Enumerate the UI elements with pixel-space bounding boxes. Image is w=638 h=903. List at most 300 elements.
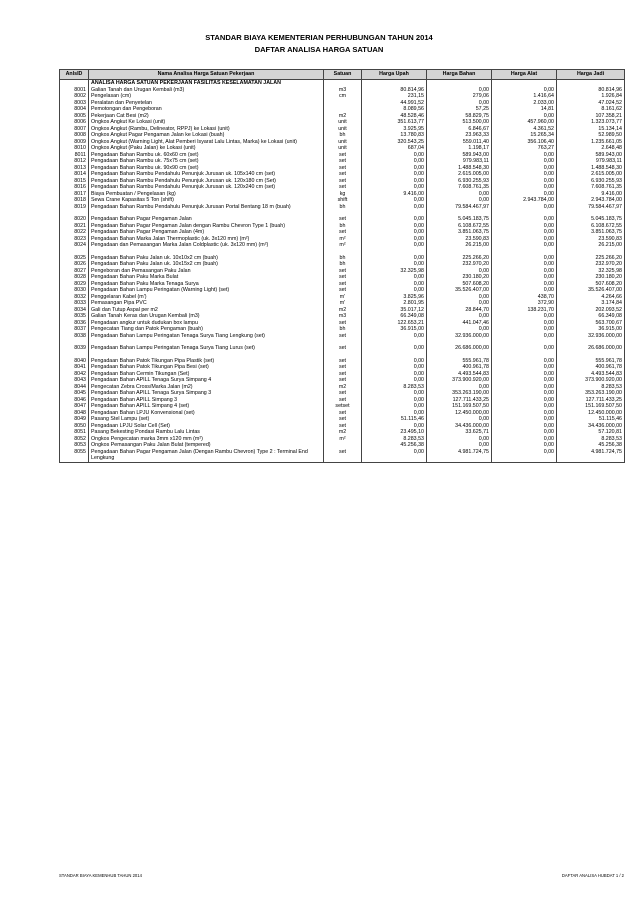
cell-anlsid: 8027 xyxy=(60,268,89,275)
cell-material-price xyxy=(427,80,492,87)
cell-tool-price: 0,00 xyxy=(492,255,557,262)
cell-labor-price: 0,00 xyxy=(362,242,427,249)
cell-total-price: 4.981.724,75 xyxy=(557,449,625,463)
cell-name: Ongkos Pengecatan marka 3mm x120 mm (m²) xyxy=(89,436,324,443)
cell-labor-price: 0,00 xyxy=(362,377,427,384)
cell-labor-price: 0,00 xyxy=(362,229,427,236)
cell-total-price: 4.493.544,83 xyxy=(557,371,625,378)
cell-tool-price: 0,00 xyxy=(492,229,557,236)
cell-anlsid: 8025 xyxy=(60,255,89,262)
cell-material-price: 23.963,33 xyxy=(427,132,492,139)
cell-total-price: 12.450.000,00 xyxy=(557,410,625,417)
cell-total-price: 127.711.433,25 xyxy=(557,397,625,404)
cell-material-price: 0,00 xyxy=(427,294,492,301)
cell-unit: set xyxy=(324,287,362,294)
cell-anlsid: 8015 xyxy=(60,178,89,185)
cell-material-price: 0,00 xyxy=(427,326,492,333)
cell-tool-price: 0,00 xyxy=(492,171,557,178)
cell-name: Ongkos Angkut (Paku Jalan) ke Lokasi (unit) xyxy=(89,145,324,152)
cell-total-price: 589.943,00 xyxy=(557,152,625,159)
cell-labor-price: 0,00 xyxy=(362,255,427,262)
cell-unit: set xyxy=(324,178,362,185)
cell-labor-price: 0,00 xyxy=(362,274,427,281)
cell-tool-price: 0,00 xyxy=(492,377,557,384)
table-row xyxy=(60,132,625,139)
cell-labor-price: 45.256,38 xyxy=(362,442,427,449)
cell-unit: cm xyxy=(324,93,362,100)
cell-name: Pengadaan Bahan APILL Tenaga Surya Simpang 4 xyxy=(89,377,324,384)
cell-material-price: 1.198,17 xyxy=(427,145,492,152)
header-material-price: Harga Bahan xyxy=(427,70,492,80)
cell-labor-price: 0,00 xyxy=(362,184,427,191)
cell-tool-price: 0,00 xyxy=(492,423,557,430)
cell-tool-price: 0,00 xyxy=(492,184,557,191)
cell-total-price: 57.120,81 xyxy=(557,429,625,436)
cell-tool-price: 0,00 xyxy=(492,178,557,185)
footer-left: STANDAR BIAYA KEMENHUB TAHUN 2014 xyxy=(59,873,142,878)
cell-unit: set xyxy=(324,449,362,463)
cell-unit: m3 xyxy=(324,313,362,320)
cell-material-price: 2.615.005,00 xyxy=(427,171,492,178)
cell-labor-price: 80.814,96 xyxy=(362,87,427,94)
cell-labor-price: 0,00 xyxy=(362,178,427,185)
cell-labor-price: 0,00 xyxy=(362,403,427,410)
cell-total-price: 555.961,78 xyxy=(557,358,625,365)
cell-unit xyxy=(324,80,362,87)
cell-total-price: 36.915,00 xyxy=(557,326,625,333)
cell-tool-price: 14,81 xyxy=(492,106,557,113)
cell-total-price: 373.900.920,00 xyxy=(557,377,625,384)
cell-labor-price: 13.780,83 xyxy=(362,132,427,139)
page-subtitle: DAFTAR ANALISA HARGA SATUAN xyxy=(254,45,384,54)
cell-material-price: 0,00 xyxy=(427,100,492,107)
cell-total-price: 52.989,50 xyxy=(557,132,625,139)
cell-tool-price: 0,00 xyxy=(492,313,557,320)
cell-name: Penggelaran Kabel (m') xyxy=(89,294,324,301)
table-row xyxy=(60,449,625,463)
cell-name: Pengeboran dan Pemasangan Paku Jalan xyxy=(89,268,324,275)
cell-name: Pengadaan Bahan Lampu Peringatan (Warning Light) (set) xyxy=(89,287,324,294)
cell-anlsid: 8049 xyxy=(60,416,89,423)
cell-anlsid: 8008 xyxy=(60,132,89,139)
cell-total-price: 2.648,48 xyxy=(557,145,625,152)
cell-anlsid: 8038 xyxy=(60,333,89,340)
cell-tool-price: 763,27 xyxy=(492,145,557,152)
cell-anlsid: 8012 xyxy=(60,158,89,165)
cell-anlsid: 8018 xyxy=(60,197,89,204)
cell-unit: m² xyxy=(324,242,362,249)
cell-name: Pengadaan Bahan Pagar Pengaman Jalan (4m) xyxy=(89,229,324,236)
cell-material-price: 32.936.000,00 xyxy=(427,333,492,340)
cell-tool-price: 0,00 xyxy=(492,113,557,120)
cell-unit: set xyxy=(324,333,362,340)
cell-name: Pengadaan Bahan Paku Jalan uk. 10x15x2 cm (buah) xyxy=(89,261,324,268)
cell-anlsid: 8013 xyxy=(60,165,89,172)
cell-anlsid: 8019 xyxy=(60,204,89,211)
cell-unit: set xyxy=(324,171,362,178)
cell-tool-price: 15.265,34 xyxy=(492,132,557,139)
cell-tool-price: 0,00 xyxy=(492,287,557,294)
cell-material-price: 57,25 xyxy=(427,106,492,113)
cell-total-price: 507.608,20 xyxy=(557,281,625,288)
cell-total-price: 151.169.507,50 xyxy=(557,403,625,410)
cell-unit: setset xyxy=(324,403,362,410)
cell-name: Pengadaan Bahan Rambu Pendahulu Penunjuk Jurusan uk. 120x240 cm (set) xyxy=(89,184,324,191)
cell-total-price: 80.814,96 xyxy=(557,87,625,94)
cell-tool-price: 0,00 xyxy=(492,416,557,423)
cell-anlsid: 8052 xyxy=(60,436,89,443)
cell-anlsid: 8021 xyxy=(60,223,89,230)
cell-unit: set xyxy=(324,320,362,327)
cell-tool-price: 0,00 xyxy=(492,320,557,327)
cell-total-price: 23.590,83 xyxy=(557,236,625,243)
cell-material-price: 58.829,75 xyxy=(427,113,492,120)
cell-labor-price: 23.495,10 xyxy=(362,429,427,436)
cell-tool-price: 4.361,52 xyxy=(492,126,557,133)
cell-labor-price: 0,00 xyxy=(362,449,427,463)
header-anlsid: AnlsID xyxy=(60,70,89,80)
cell-anlsid: 8041 xyxy=(60,364,89,371)
cell-name: Pengadaan Bahan Rambu Pendahulu Penunjuk Jurusan uk. 120x180 cm (Set) xyxy=(89,178,324,185)
header-labor-price: Harga Upah xyxy=(362,70,427,80)
cell-labor-price: 0,00 xyxy=(362,333,427,340)
cell-unit: set xyxy=(324,274,362,281)
cell-total-price: 5.045.183,75 xyxy=(557,216,625,223)
cell-anlsid: 8046 xyxy=(60,397,89,404)
cell-labor-price: 0,00 xyxy=(362,204,427,211)
cell-total-price: 3.174,84 xyxy=(557,300,625,307)
cell-name: Ongkos Angkut Ke Lokasi (unit) xyxy=(89,119,324,126)
cell-name: Galian Tanah dan Urugan Kembali (m3) xyxy=(89,87,324,94)
cell-labor-price: 66.349,08 xyxy=(362,313,427,320)
cell-name: Ongkos Angkut (Rambu, Delineator, RPPJ) ke Lokasi (unit) xyxy=(89,126,324,133)
cell-material-price: 0,00 xyxy=(427,87,492,94)
cell-name: Galian Tanah Keras dan Urugan Kembali (m3) xyxy=(89,313,324,320)
cell-tool-price: 0,00 xyxy=(492,410,557,417)
cell-material-price: 0,00 xyxy=(427,313,492,320)
header-name: Nama Analisa Harga Satuan Pekerjaan xyxy=(89,70,324,80)
cell-anlsid: 8014 xyxy=(60,171,89,178)
cell-total-price: 34.436.000,00 xyxy=(557,423,625,430)
cell-tool-price: 0,00 xyxy=(492,364,557,371)
cell-unit: bh xyxy=(324,223,362,230)
cell-tool-price: 0,00 xyxy=(492,191,557,198)
cell-name: Pengadaan Bahan Paku Jalan uk. 10x10x2 cm (buah) xyxy=(89,255,324,262)
cell-tool-price: 0,00 xyxy=(492,326,557,333)
cell-tool-price: 0,00 xyxy=(492,436,557,443)
cell-tool-price: 0,00 xyxy=(492,397,557,404)
cell-material-price: 507.608,20 xyxy=(427,281,492,288)
cell-total-price: 202.093,52 xyxy=(557,307,625,314)
cell-labor-price xyxy=(362,80,427,87)
cell-name: Pasang Bekesting Pondasi Rambu Lalu Lintas xyxy=(89,429,324,436)
cell-labor-price: 0,00 xyxy=(362,410,427,417)
cell-anlsid: 8053 xyxy=(60,442,89,449)
cell-anlsid: 8034 xyxy=(60,307,89,314)
cell-unit: m2 xyxy=(324,307,362,314)
cell-anlsid: 8026 xyxy=(60,261,89,268)
cell-labor-price: 35.017,12 xyxy=(362,307,427,314)
table-body xyxy=(60,80,625,463)
cell-anlsid: 8039 xyxy=(60,345,89,352)
cell-labor-price: 32.325,98 xyxy=(362,268,427,275)
cell-labor-price: 0,00 xyxy=(362,390,427,397)
cell-labor-price: 0,00 xyxy=(362,364,427,371)
cell-name: Pengadaan Bahan Rambu Pendahulu Penunjuk Jurusan Portal Bentang 18 m (buah) xyxy=(89,204,324,211)
cell-unit: set xyxy=(324,345,362,352)
cell-material-price: 34.436.000,00 xyxy=(427,423,492,430)
cell-labor-price: 687,04 xyxy=(362,145,427,152)
cell-tool-price: 0,00 xyxy=(492,429,557,436)
cell-total-price xyxy=(557,80,625,87)
cell-material-price: 7.608.761,35 xyxy=(427,184,492,191)
cell-material-price: 5.045.183,75 xyxy=(427,216,492,223)
cell-material-price: 23.590,83 xyxy=(427,236,492,243)
cell-material-price: 353.263.190,00 xyxy=(427,390,492,397)
cell-anlsid xyxy=(60,80,89,87)
table-row xyxy=(60,300,625,307)
cell-unit: set xyxy=(324,229,362,236)
cell-material-price: 0,00 xyxy=(427,268,492,275)
cell-tool-price: 0,00 xyxy=(492,449,557,463)
cell-unit: unit xyxy=(324,139,362,146)
cell-labor-price: 0,00 xyxy=(362,236,427,243)
cell-total-price: 66.349,08 xyxy=(557,313,625,320)
cell-name: ANALISA HARGA SATUAN PEKERJAAN FASILITAS KESELAMATAN JALAN xyxy=(89,80,324,87)
cell-labor-price: 48.528,46 xyxy=(362,113,427,120)
cell-labor-price: 0,00 xyxy=(362,216,427,223)
cell-total-price: 79.584.467,97 xyxy=(557,204,625,211)
cell-name: Ongkos Pemasangan Paku Jalan Bulat (tempered) xyxy=(89,442,324,449)
cell-tool-price: 0,00 xyxy=(492,358,557,365)
cell-total-price: 32.325,98 xyxy=(557,268,625,275)
cell-tool-price: 2.033,00 xyxy=(492,100,557,107)
cell-tool-price: 0,00 xyxy=(492,87,557,94)
cell-anlsid: 8023 xyxy=(60,236,89,243)
cell-unit: set xyxy=(324,268,362,275)
cell-tool-price: 0,00 xyxy=(492,152,557,159)
cell-tool-price: 356.106,40 xyxy=(492,139,557,146)
cell-labor-price: 0,00 xyxy=(362,281,427,288)
cell-name: Pemotongan dan Pengeboran xyxy=(89,106,324,113)
cell-name: Pengadaan Bahan LPJU Konvensional (set) xyxy=(89,410,324,417)
cell-unit: set xyxy=(324,165,362,172)
cell-anlsid: 8036 xyxy=(60,320,89,327)
cell-total-price: 563.700,67 xyxy=(557,320,625,327)
cell-anlsid: 8024 xyxy=(60,242,89,249)
cell-total-price: 1.926,84 xyxy=(557,93,625,100)
cell-labor-price: 8.089,56 xyxy=(362,106,427,113)
cell-total-price: 26.215,00 xyxy=(557,242,625,249)
cell-total-price: 979.983,11 xyxy=(557,158,625,165)
cell-material-price: 279,06 xyxy=(427,93,492,100)
cell-unit: m² xyxy=(324,236,362,243)
cell-labor-price: 3.825,96 xyxy=(362,294,427,301)
cell-name: Pasang Stel Lampu (set) xyxy=(89,416,324,423)
cell-total-price: 35.526.407,00 xyxy=(557,287,625,294)
cell-material-price: 12.450.000,00 xyxy=(427,410,492,417)
cell-material-price: 4.493.544,83 xyxy=(427,371,492,378)
cell-unit: set xyxy=(324,371,362,378)
cell-labor-price: 0,00 xyxy=(362,287,427,294)
cell-tool-price: 438,70 xyxy=(492,294,557,301)
cell-total-price: 225.266,20 xyxy=(557,255,625,262)
cell-total-price: 6.930.255,93 xyxy=(557,178,625,185)
cell-anlsid: 8011 xyxy=(60,152,89,159)
cell-labor-price: 0,00 xyxy=(362,423,427,430)
header-unit: Satuan xyxy=(324,70,362,80)
cell-material-price: 0,00 xyxy=(427,416,492,423)
cell-material-price: 979.983,11 xyxy=(427,158,492,165)
cell-material-price: 151.169.507,50 xyxy=(427,403,492,410)
cell-total-price: 8.283,53 xyxy=(557,384,625,391)
cell-labor-price: 320.543,25 xyxy=(362,139,427,146)
cell-name: Pengadaan Bahan APILL Simpang 3 xyxy=(89,397,324,404)
cell-total-price: 107.358,21 xyxy=(557,113,625,120)
cell-name: Pengadaan Bahan Pagar Pengaman Jalan xyxy=(89,216,324,223)
cell-anlsid: 8003 xyxy=(60,100,89,107)
cell-anlsid: 8055 xyxy=(60,449,89,463)
cell-total-price: 2.615.005,00 xyxy=(557,171,625,178)
table-row xyxy=(60,145,625,152)
cell-name: Biaya Pembuatan / Pengelasan (kg) xyxy=(89,191,324,198)
cell-labor-price: 44.991,52 xyxy=(362,100,427,107)
cell-tool-price: 0,00 xyxy=(492,261,557,268)
cell-total-price: 353.263.190,00 xyxy=(557,390,625,397)
cell-unit: m' xyxy=(324,294,362,301)
cell-total-price: 3.851.063,75 xyxy=(557,229,625,236)
cell-material-price: 6.846,67 xyxy=(427,126,492,133)
cell-material-price: 1.488.548,30 xyxy=(427,165,492,172)
cell-material-price: 6.108.672,55 xyxy=(427,223,492,230)
cell-tool-price: 0,00 xyxy=(492,274,557,281)
cell-material-price: 441.047,46 xyxy=(427,320,492,327)
cell-name: Pengadaan Bahan Patok Tikungan Pipa Besi (set) xyxy=(89,364,324,371)
cell-labor-price: 51.115,46 xyxy=(362,416,427,423)
cell-labor-price: 0,00 xyxy=(362,165,427,172)
cell-material-price: 373.900.920,00 xyxy=(427,377,492,384)
cell-material-price: 513.500,00 xyxy=(427,119,492,126)
cell-name: Pemasangan Pipa PVC xyxy=(89,300,324,307)
section-row xyxy=(60,80,625,87)
cell-anlsid: 8042 xyxy=(60,371,89,378)
cell-anlsid: 8044 xyxy=(60,384,89,391)
cell-material-price: 225.266,20 xyxy=(427,255,492,262)
cell-tool-price: 0,00 xyxy=(492,281,557,288)
cell-tool-price: 0,00 xyxy=(492,333,557,340)
header-total-price: Harga Jadi xyxy=(557,70,625,80)
cell-labor-price: 231,15 xyxy=(362,93,427,100)
cell-unit: bh xyxy=(324,132,362,139)
cell-material-price: 0,00 xyxy=(427,442,492,449)
cell-anlsid: 8029 xyxy=(60,281,89,288)
cell-material-price: 35.526.407,00 xyxy=(427,287,492,294)
cell-labor-price: 3.925,95 xyxy=(362,126,427,133)
cell-material-price: 555.961,78 xyxy=(427,358,492,365)
cell-unit: set xyxy=(324,410,362,417)
cell-material-price: 232.970,20 xyxy=(427,261,492,268)
cell-labor-price: 0,00 xyxy=(362,345,427,352)
cell-material-price: 0,00 xyxy=(427,436,492,443)
cell-total-price: 26.686.000,00 xyxy=(557,345,625,352)
table-header-row xyxy=(60,70,625,80)
cell-material-price: 400.961,78 xyxy=(427,364,492,371)
cell-labor-price: 0,00 xyxy=(362,261,427,268)
cell-total-price: 8.161,62 xyxy=(557,106,625,113)
cell-material-price: 6.930.255,93 xyxy=(427,178,492,185)
cell-unit: bh xyxy=(324,204,362,211)
cell-labor-price: 8.283,53 xyxy=(362,436,427,443)
cell-unit: set xyxy=(324,377,362,384)
cell-anlsid: 8032 xyxy=(60,294,89,301)
cell-labor-price: 351.613,77 xyxy=(362,119,427,126)
cell-anlsid: 8017 xyxy=(60,191,89,198)
cell-anlsid: 8009 xyxy=(60,139,89,146)
cell-total-price: 51.115,46 xyxy=(557,416,625,423)
cell-material-price: 0,00 xyxy=(427,384,492,391)
table-row xyxy=(60,197,625,204)
cell-anlsid: 8047 xyxy=(60,403,89,410)
cell-tool-price: 457.960,00 xyxy=(492,119,557,126)
cell-name: Pengadaan Bahan Cermin Tikungan (Set) xyxy=(89,371,324,378)
header-tool-price: Harga Alat xyxy=(492,70,557,80)
cell-anlsid: 8010 xyxy=(60,145,89,152)
cell-labor-price: 0,00 xyxy=(362,358,427,365)
cell-tool-price: 0,00 xyxy=(492,390,557,397)
cell-material-price: 230.180,20 xyxy=(427,274,492,281)
cell-unit: m2 xyxy=(324,429,362,436)
cell-material-price: 0,00 xyxy=(427,197,492,204)
cell-unit: set xyxy=(324,184,362,191)
cell-tool-price: 0,00 xyxy=(492,223,557,230)
cell-total-price: 1.323.073,77 xyxy=(557,119,625,126)
cell-labor-price: 0,00 xyxy=(362,223,427,230)
cell-total-price: 47.024,52 xyxy=(557,100,625,107)
cell-tool-price: 138.231,70 xyxy=(492,307,557,314)
cell-unit: set xyxy=(324,281,362,288)
cell-name: Pengadaan Bahan Pagar Pengaman Jalan (Dengan Rambu Chevron) Type 2 : Terminal End Lengkung xyxy=(89,449,324,463)
cell-name: Pengecatan Zebra Cross/Marka Jalan (m2) xyxy=(89,384,324,391)
cell-unit: unit xyxy=(324,119,362,126)
cell-labor-price: 0,00 xyxy=(362,158,427,165)
cell-name: Pengadaan Bahan Patok Tikungan Pipa Plastik (set) xyxy=(89,358,324,365)
cell-unit: set xyxy=(324,152,362,159)
cell-anlsid: 8007 xyxy=(60,126,89,133)
cell-total-price: 4.264,66 xyxy=(557,294,625,301)
cell-tool-price: 0,00 xyxy=(492,345,557,352)
cell-material-price: 559.011,40 xyxy=(427,139,492,146)
cell-anlsid: 8045 xyxy=(60,390,89,397)
cell-labor-price: 0,00 xyxy=(362,371,427,378)
cell-tool-price: 0,00 xyxy=(492,165,557,172)
cell-total-price: 6.108.672,55 xyxy=(557,223,625,230)
cell-unit: set xyxy=(324,397,362,404)
cell-unit: set xyxy=(324,158,362,165)
cell-labor-price: 0,00 xyxy=(362,197,427,204)
cell-total-price: 400.961,78 xyxy=(557,364,625,371)
cell-total-price: 1.235.661,05 xyxy=(557,139,625,146)
cell-tool-price: 0,00 xyxy=(492,384,557,391)
cell-tool-price xyxy=(492,80,557,87)
cell-name: Pengadaan dan Pemasangan Marka Jalan Coldplastic (uk. 3x120 mm) (m²) xyxy=(89,242,324,249)
cell-labor-price: 0,00 xyxy=(362,152,427,159)
footer-right: DAFTAR ANALISA HUBDAT 1 / 2 xyxy=(561,873,624,878)
cell-unit: set xyxy=(324,216,362,223)
cell-tool-price: 0,00 xyxy=(492,268,557,275)
cell-unit: set xyxy=(324,423,362,430)
cell-material-price: 127.711.433,25 xyxy=(427,397,492,404)
cell-material-price: 33.625,71 xyxy=(427,429,492,436)
